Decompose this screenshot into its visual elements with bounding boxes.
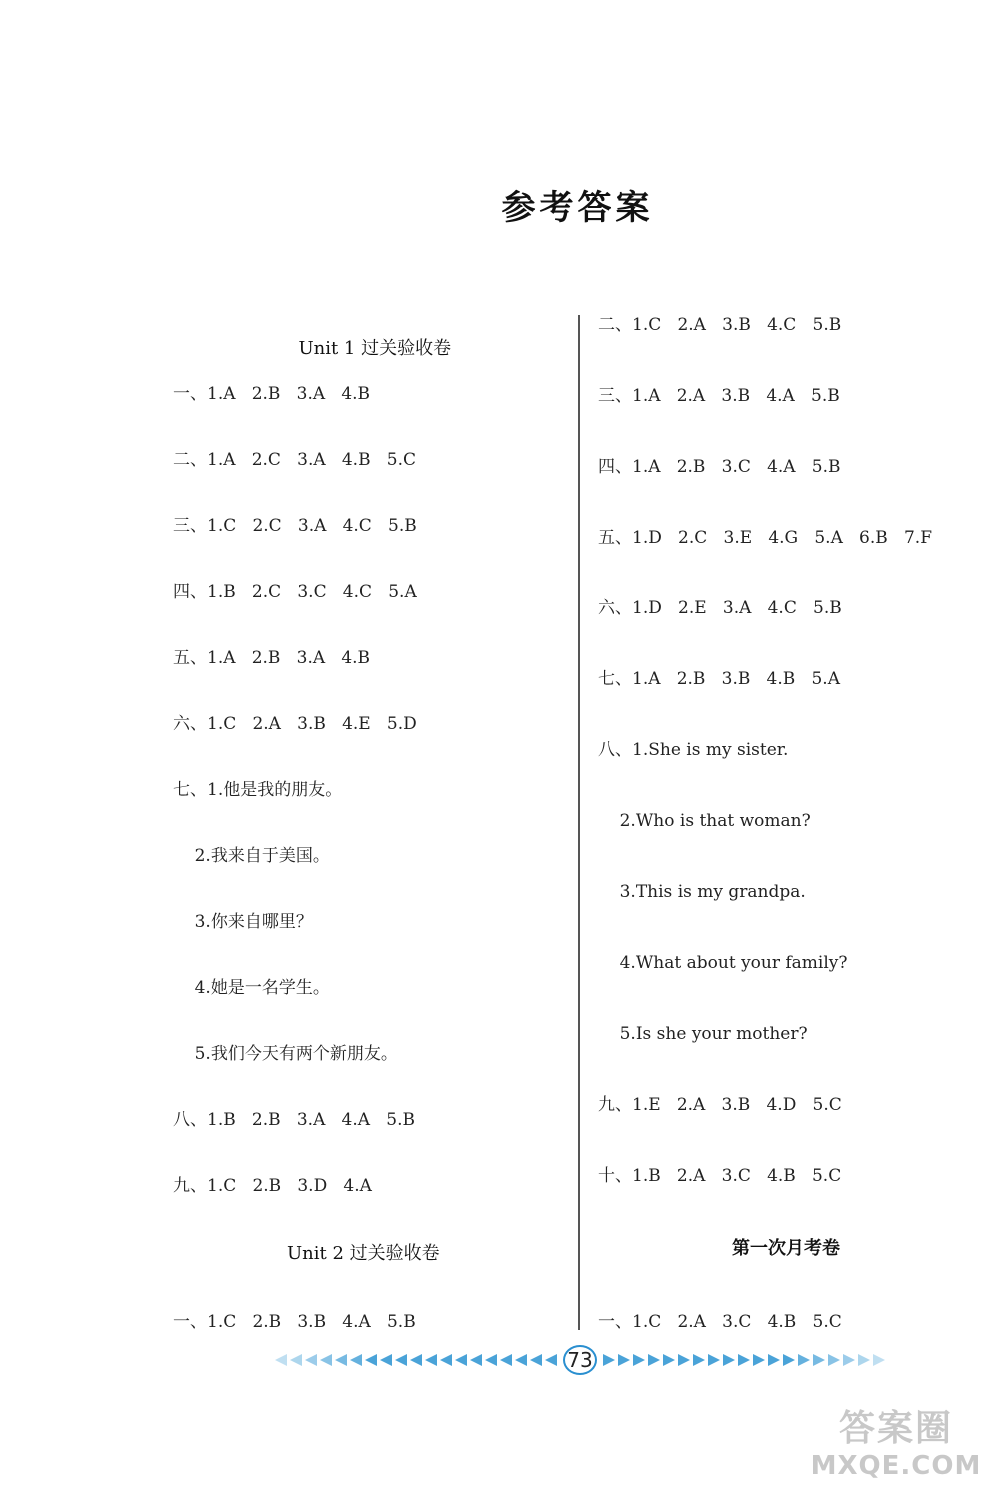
answer-line: 八、1.She is my sister. (598, 740, 789, 760)
watermark-text-top: 答案圈 (838, 1408, 953, 1449)
arrow-left-icon (455, 1354, 467, 1366)
arrow-left-icon (350, 1354, 362, 1366)
arrow-right-icon (858, 1354, 870, 1366)
arrow-right-icon (708, 1354, 720, 1366)
arrow-right-icon (783, 1354, 795, 1366)
arrow-left-icon (440, 1354, 452, 1366)
answer-line: 一、1.C 2.B 3.B 4.A 5.B (173, 1312, 416, 1332)
arrow-right-icon (678, 1354, 690, 1366)
arrow-left-icon (545, 1354, 557, 1366)
answer-line: 一、1.A 2.B 3.A 4.B (173, 384, 371, 404)
arrow-left-icon (485, 1354, 497, 1366)
arrow-right-icon (828, 1354, 840, 1366)
right-arrows-decoration (603, 1354, 885, 1366)
arrow-right-icon (738, 1354, 750, 1366)
answer-line: 八、1.B 2.B 3.A 4.A 5.B (173, 1110, 415, 1130)
answer-line: 二、1.C 2.A 3.B 4.C 5.B (598, 315, 842, 335)
arrow-right-icon (603, 1354, 615, 1366)
left-arrows-decoration (275, 1354, 557, 1366)
arrow-right-icon (633, 1354, 645, 1366)
answer-line: 七、1.A 2.B 3.B 4.B 5.A (598, 669, 840, 689)
arrow-left-icon (395, 1354, 407, 1366)
arrow-right-icon (663, 1354, 675, 1366)
arrow-left-icon (380, 1354, 392, 1366)
page-footer (260, 1343, 900, 1377)
arrow-left-icon (515, 1354, 527, 1366)
arrow-right-icon (723, 1354, 735, 1366)
answer-line: 5.我们今天有两个新朋友。 (173, 1044, 398, 1064)
answer-line: 九、1.C 2.B 3.D 4.A (173, 1176, 372, 1196)
section-heading-text: Unit 1 过关验收卷 (298, 338, 452, 359)
answer-line: 5.Is she your mother? (598, 1024, 808, 1044)
arrow-right-icon (873, 1354, 885, 1366)
section-heading-monthly-exam: 第一次月考卷 (732, 1238, 840, 1259)
arrow-right-icon (843, 1354, 855, 1366)
arrow-left-icon (305, 1354, 317, 1366)
answer-line: 四、1.A 2.B 3.C 4.A 5.B (598, 457, 841, 477)
section-heading-unit1 (287, 316, 451, 360)
arrow-right-icon (693, 1354, 705, 1366)
answer-line: 2.我来自于美国。 (173, 846, 330, 866)
arrow-left-icon (425, 1354, 437, 1366)
answer-line: 七、1.他是我的朋友。 (173, 780, 343, 800)
arrow-right-icon (618, 1354, 630, 1366)
watermark-text-bottom: MXQE.COM (810, 1451, 982, 1481)
arrow-right-icon (753, 1354, 765, 1366)
column-divider (578, 315, 580, 1330)
answer-line: 三、1.C 2.C 3.A 4.C 5.B (173, 516, 417, 536)
answer-line: 三、1.A 2.A 3.B 4.A 5.B (598, 386, 840, 406)
arrow-left-icon (365, 1354, 377, 1366)
arrow-left-icon (470, 1354, 482, 1366)
answer-line: 一、1.C 2.A 3.C 4.B 5.C (598, 1312, 842, 1332)
arrow-left-icon (275, 1354, 287, 1366)
arrow-right-icon (813, 1354, 825, 1366)
answer-line: 九、1.E 2.A 3.B 4.D 5.C (598, 1095, 842, 1115)
answer-line: 2.Who is that woman? (598, 811, 811, 831)
answer-line: 六、1.D 2.E 3.A 4.C 5.B (598, 598, 842, 618)
answer-line: 4.她是一名学生。 (173, 978, 330, 998)
answer-line: 二、1.A 2.C 3.A 4.B 5.C (173, 450, 417, 470)
arrow-left-icon (530, 1354, 542, 1366)
answer-line: 3.This is my grandpa. (598, 882, 806, 902)
watermark-logo (806, 1400, 986, 1481)
arrow-right-icon (768, 1354, 780, 1366)
page-number: 73 (563, 1345, 597, 1375)
arrow-left-icon (500, 1354, 512, 1366)
answer-line: 四、1.B 2.C 3.C 4.C 5.A (173, 582, 417, 602)
answer-line: 3.你来自哪里？ (173, 912, 313, 932)
arrow-left-icon (335, 1354, 347, 1366)
answer-line: 五、1.D 2.C 3.E 4.G 5.A 6.B 7.F (598, 528, 932, 548)
answer-line: 五、1.A 2.B 3.A 4.B (173, 648, 371, 668)
arrow-right-icon (648, 1354, 660, 1366)
arrow-left-icon (320, 1354, 332, 1366)
arrow-left-icon (290, 1354, 302, 1366)
answer-line: 六、1.C 2.A 3.B 4.E 5.D (173, 714, 417, 734)
arrow-right-icon (798, 1354, 810, 1366)
section-heading-unit2: Unit 2 过关验收卷 (287, 1243, 440, 1264)
answer-line: 十、1.B 2.A 3.C 4.B 5.C (598, 1166, 842, 1186)
answer-line: 4.What about your family? (598, 953, 848, 973)
page-title: 参考答案 (501, 188, 654, 228)
arrow-left-icon (410, 1354, 422, 1366)
